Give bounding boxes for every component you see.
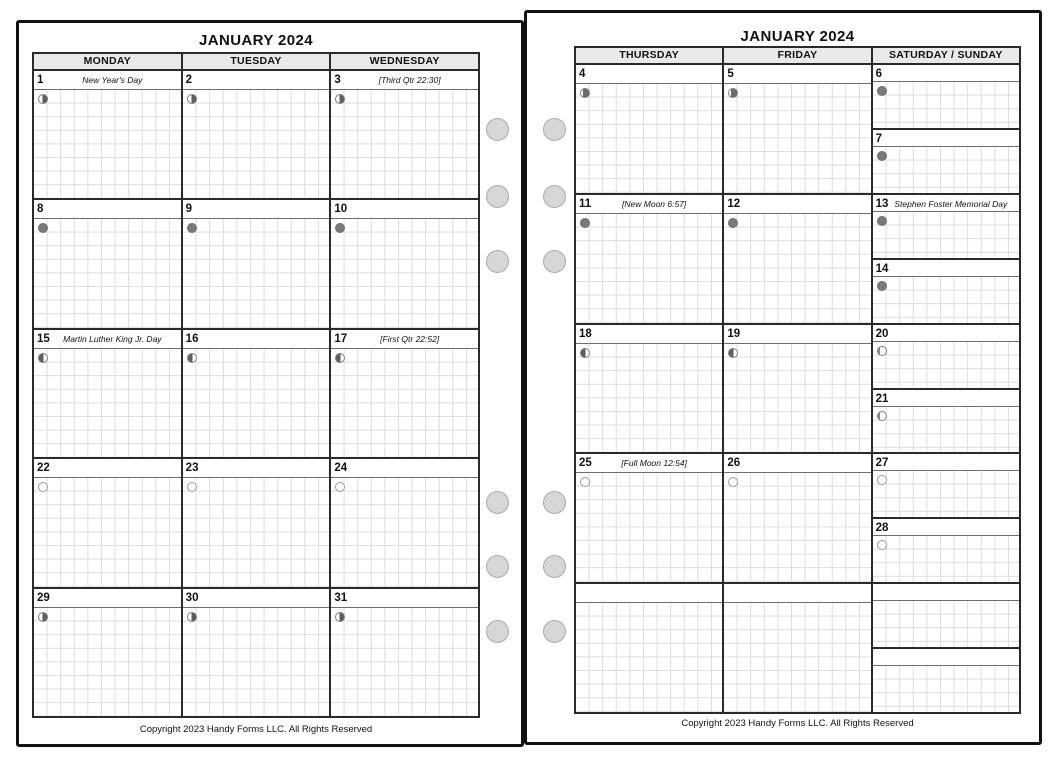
date-strip-27 <box>873 454 1019 471</box>
date-strip-17 <box>331 330 478 349</box>
week-row <box>576 65 1019 195</box>
writing-grid <box>34 608 181 716</box>
half-day-cell-21 <box>873 390 1019 453</box>
date-number: 21 <box>875 392 889 405</box>
writing-grid <box>331 90 478 198</box>
date-number: 7 <box>875 132 883 145</box>
date-strip-13 <box>873 195 1019 212</box>
writing-grid <box>873 82 1019 128</box>
date-number: 17 <box>334 332 348 345</box>
date-strip-24 <box>331 459 478 478</box>
saturday-sunday-column <box>873 325 1019 453</box>
date-strip-29 <box>34 589 181 608</box>
writing-grid <box>576 84 722 193</box>
moon-phase-icon <box>580 218 590 228</box>
writing-grid <box>873 277 1019 323</box>
date-strip-empty <box>724 584 870 603</box>
writing-grid <box>873 147 1019 193</box>
holiday-note: [Full Moon 12:54] <box>621 458 687 469</box>
moon-phase-icon <box>877 475 887 485</box>
half-day-cell-27 <box>873 454 1019 519</box>
day-cell-11 <box>576 195 724 323</box>
left-day-header-row <box>34 54 478 71</box>
left-planner-page <box>16 20 524 747</box>
binder-hole <box>486 250 509 273</box>
moon-phase-icon <box>580 477 590 487</box>
date-strip-21 <box>873 390 1019 407</box>
date-number: 3 <box>334 74 341 86</box>
date-strip-28 <box>873 519 1019 536</box>
writing-grid <box>34 478 181 586</box>
binder-hole <box>486 185 509 208</box>
header-thursday: THURSDAY <box>576 48 724 63</box>
date-number: 4 <box>579 68 586 80</box>
writing-grid <box>724 344 870 453</box>
date-strip-empty <box>576 584 722 603</box>
writing-grid <box>183 478 330 586</box>
writing-grid <box>724 473 870 582</box>
holiday-note: New Year's Day <box>82 75 143 85</box>
saturday-sunday-column <box>873 65 1019 193</box>
date-strip-20 <box>873 325 1019 342</box>
writing-grid <box>34 219 181 327</box>
writing-grid <box>576 214 722 323</box>
left-calendar-table <box>32 52 480 718</box>
week-row <box>576 325 1019 455</box>
writing-grid <box>873 212 1019 258</box>
header-monday: MONDAY <box>34 54 183 69</box>
date-strip-19 <box>724 325 870 344</box>
moon-phase-icon <box>38 612 48 622</box>
day-cell-12 <box>724 195 872 323</box>
right-day-header-row <box>576 48 1019 65</box>
left-copyright-footer: Copyright 2023 Handy Forms LLC. All Rights Reserved <box>139 724 373 735</box>
writing-grid <box>183 349 330 457</box>
day-cell-8 <box>34 200 183 327</box>
date-strip-5 <box>724 65 870 84</box>
day-cell-3 <box>331 71 478 198</box>
moon-phase-icon <box>728 88 738 98</box>
half-day-cell-14 <box>873 260 1019 323</box>
date-number: 9 <box>185 203 193 216</box>
writing-grid <box>331 349 478 457</box>
date-number: 1 <box>37 74 44 86</box>
half-day-cell-28 <box>873 519 1019 582</box>
moon-phase-icon <box>38 223 48 233</box>
moon-phase-icon <box>187 353 197 363</box>
moon-phase-icon <box>38 353 48 363</box>
moon-phase-icon <box>335 94 345 104</box>
date-number: 16 <box>185 332 199 345</box>
date-strip-4 <box>576 65 722 84</box>
moon-phase-icon <box>335 482 345 492</box>
date-strip-9 <box>183 200 330 219</box>
moon-phase-icon <box>38 94 48 104</box>
writing-grid <box>873 536 1019 582</box>
date-strip-31 <box>331 589 478 608</box>
date-strip-25 <box>576 454 722 473</box>
writing-grid <box>724 84 870 193</box>
day-cell-10 <box>331 200 478 327</box>
binder-hole <box>486 118 509 141</box>
date-number: 30 <box>185 591 199 604</box>
writing-grid <box>576 473 722 582</box>
moon-phase-icon <box>335 223 345 233</box>
date-strip-30 <box>183 589 330 608</box>
date-strip-10 <box>331 200 478 219</box>
writing-grid <box>183 90 330 198</box>
half-day-cell-empty <box>873 649 1019 712</box>
writing-grid <box>724 603 870 712</box>
date-number: 5 <box>727 68 734 80</box>
date-strip-2 <box>183 71 330 90</box>
day-cell-18 <box>576 325 724 453</box>
date-number: 18 <box>579 327 592 340</box>
date-strip-16 <box>183 330 330 349</box>
binder-hole <box>486 555 509 578</box>
day-cell-5 <box>724 65 872 193</box>
moon-phase-icon <box>335 612 345 622</box>
holiday-note: Martin Luther King Jr. Day <box>63 333 162 344</box>
date-number: 25 <box>579 457 592 470</box>
date-strip-22 <box>34 459 181 478</box>
binder-hole <box>486 491 509 514</box>
date-strip-14 <box>873 260 1019 277</box>
writing-grid <box>331 478 478 586</box>
writing-grid <box>873 601 1019 647</box>
binder-hole <box>543 620 566 643</box>
date-number: 14 <box>875 262 889 275</box>
week-row <box>34 200 478 329</box>
date-strip-3 <box>331 71 478 90</box>
writing-grid <box>331 608 478 716</box>
day-cell-30 <box>183 589 332 716</box>
moon-phase-icon <box>187 223 197 233</box>
binder-hole <box>543 185 566 208</box>
date-number: 20 <box>875 327 889 340</box>
binder-hole <box>486 620 509 643</box>
date-number: 29 <box>37 591 50 604</box>
moon-phase-icon <box>580 88 590 98</box>
date-number: 27 <box>875 457 889 470</box>
date-number: 11 <box>579 197 592 210</box>
week-row <box>34 71 478 200</box>
header-wednesday: WEDNESDAY <box>369 55 440 67</box>
day-cell-4 <box>576 65 724 193</box>
holiday-note: [New Moon 6:57] <box>622 198 687 209</box>
moon-phase-icon <box>877 86 887 96</box>
day-cell-empty <box>724 584 872 712</box>
binder-hole <box>543 118 566 141</box>
day-cell-9 <box>183 200 332 327</box>
week-row <box>576 195 1019 325</box>
moon-phase-icon <box>187 94 197 104</box>
date-strip-15 <box>34 330 181 349</box>
moon-phase-icon <box>877 540 887 550</box>
moon-phase-icon <box>580 348 590 358</box>
right-planner-page <box>524 10 1042 745</box>
day-cell-16 <box>183 330 332 457</box>
writing-grid <box>331 219 478 327</box>
date-strip-26 <box>724 454 870 473</box>
moon-phase-icon <box>187 482 197 492</box>
header-tuesday: TUESDAY <box>183 54 332 69</box>
day-cell-26 <box>724 454 872 582</box>
date-strip-empty <box>873 584 1019 601</box>
week-row <box>34 589 478 716</box>
day-cell-25 <box>576 454 724 582</box>
half-day-cell-6 <box>873 65 1019 130</box>
date-strip-8 <box>34 200 181 219</box>
moon-phase-icon <box>877 216 887 226</box>
date-number: 10 <box>334 203 348 216</box>
holiday-note: [Third Qtr 22:30] <box>378 75 441 85</box>
date-number: 22 <box>37 462 50 475</box>
day-cell-17 <box>331 330 478 457</box>
date-number: 19 <box>727 327 741 340</box>
writing-grid <box>34 90 181 198</box>
half-day-cell-7 <box>873 130 1019 193</box>
date-number: 24 <box>334 462 348 475</box>
date-number: 15 <box>37 332 50 345</box>
moon-phase-icon <box>38 482 48 492</box>
day-cell-15 <box>34 330 183 457</box>
half-day-cell-20 <box>873 325 1019 390</box>
right-page-title: JANUARY 2024 <box>740 28 855 45</box>
date-strip-empty <box>873 649 1019 666</box>
writing-grid <box>873 342 1019 388</box>
left-page-title: JANUARY 2024 <box>198 32 314 49</box>
date-strip-12 <box>724 195 870 214</box>
writing-grid <box>576 603 722 712</box>
writing-grid <box>873 471 1019 517</box>
week-row <box>576 454 1019 584</box>
header-friday: FRIDAY <box>724 48 872 63</box>
half-day-cell-13 <box>873 195 1019 260</box>
date-strip-7 <box>873 130 1019 147</box>
day-cell-2 <box>183 71 332 198</box>
date-number: 23 <box>185 462 199 475</box>
week-row <box>34 330 478 459</box>
week-row <box>576 584 1019 712</box>
moon-phase-icon <box>877 281 887 291</box>
day-cell-31 <box>331 589 478 716</box>
day-cell-empty <box>576 584 724 712</box>
day-cell-24 <box>331 459 478 586</box>
saturday-sunday-column <box>873 195 1019 323</box>
writing-grid <box>873 407 1019 453</box>
moon-phase-icon <box>728 348 738 358</box>
moon-phase-icon <box>335 353 345 363</box>
header-saturday-sunday: SATURDAY / SUNDAY <box>889 49 1003 61</box>
binder-hole <box>543 555 566 578</box>
saturday-sunday-column <box>873 454 1019 582</box>
day-cell-29 <box>34 589 183 716</box>
saturday-sunday-column <box>873 584 1019 712</box>
date-strip-23 <box>183 459 330 478</box>
binder-hole <box>543 491 566 514</box>
date-strip-1 <box>34 71 181 90</box>
date-number: 13 <box>875 197 889 210</box>
day-cell-23 <box>183 459 332 586</box>
writing-grid <box>183 608 330 716</box>
moon-phase-icon <box>877 151 887 161</box>
date-number: 8 <box>37 203 44 216</box>
date-number: 6 <box>875 68 883 80</box>
moon-phase-icon <box>877 346 887 356</box>
day-cell-22 <box>34 459 183 586</box>
writing-grid <box>724 214 870 323</box>
half-day-cell-empty <box>873 584 1019 649</box>
writing-grid <box>576 344 722 453</box>
date-strip-18 <box>576 325 722 344</box>
right-calendar-table <box>574 46 1021 714</box>
holiday-note: [First Qtr 22:52] <box>380 333 440 344</box>
date-number: 26 <box>727 457 741 470</box>
date-strip-6 <box>873 65 1019 82</box>
date-number: 28 <box>875 522 889 535</box>
holiday-note: Stephen Foster Memorial Day <box>894 198 1008 209</box>
writing-grid <box>34 349 181 457</box>
date-number: 12 <box>727 197 741 210</box>
binder-hole <box>543 250 566 273</box>
date-strip-11 <box>576 195 722 214</box>
date-number: 31 <box>334 591 348 604</box>
writing-grid <box>183 219 330 327</box>
day-cell-19 <box>724 325 872 453</box>
moon-phase-icon <box>877 411 887 421</box>
moon-phase-icon <box>187 612 197 622</box>
moon-phase-icon <box>728 218 738 228</box>
day-cell-1 <box>34 71 183 198</box>
date-number: 2 <box>185 74 193 86</box>
moon-phase-icon <box>728 477 738 487</box>
right-copyright-footer: Copyright 2023 Handy Forms LLC. All Rights Reserved <box>681 718 914 729</box>
week-row <box>34 459 478 588</box>
writing-grid <box>873 666 1019 712</box>
